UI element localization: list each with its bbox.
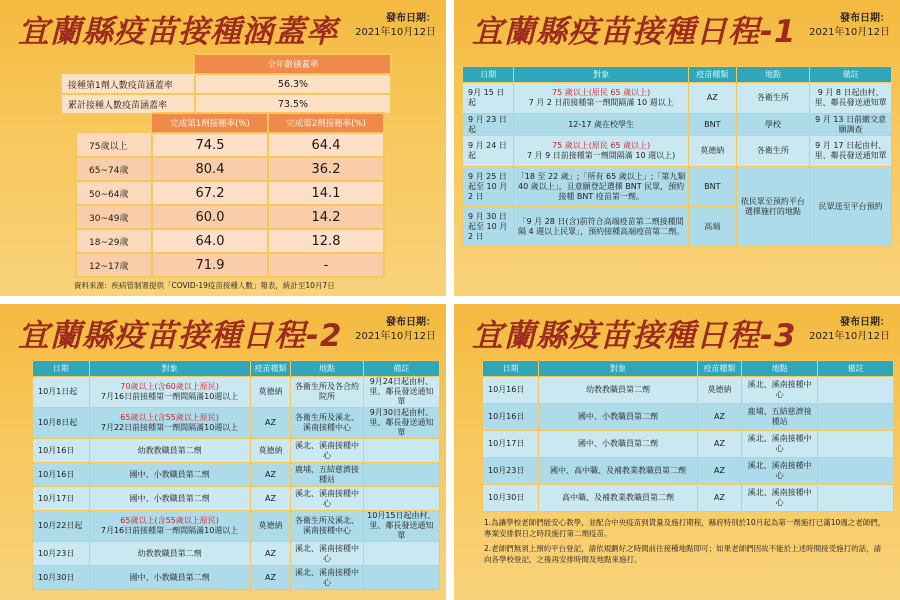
row-value: 56.3% [195, 74, 391, 94]
publish-date: 2021年10月12日 [809, 330, 890, 342]
date-cell: 10月17日 [483, 431, 539, 458]
dose2-rate: 14.2 [268, 205, 384, 229]
vaccine-cell: 莫德納 [689, 136, 737, 167]
column-header: 備註 [363, 361, 439, 377]
target-cell [514, 136, 689, 167]
target-cell [89, 408, 250, 439]
vaccine-cell: 莫德納 [250, 511, 291, 542]
note-cell: 10月15日起由村、里、鄰長發送通知單 [363, 511, 439, 542]
dose2-rate: 36.2 [268, 157, 384, 181]
vaccine-cell: 高端 [689, 207, 737, 247]
date-cell: 10月1日起 [33, 377, 90, 408]
target-text: 7 月 2 日前接種第一劑間隔滿 10 週以上 [528, 98, 674, 107]
schedule-table [482, 360, 894, 512]
note-cell: 9 月 8 日起由村、里、鄰長發送通知單 [810, 83, 892, 114]
note-cell [363, 439, 439, 463]
note-cell: 9 月 13 日前繳交意願調查 [810, 114, 892, 136]
target-cell: 幼教教職員第二劑 [89, 542, 250, 566]
age-group: 65~74歲 [76, 157, 152, 181]
vaccine-cell: 莫德納 [250, 377, 291, 408]
date-cell: 9 月 23 日起 [463, 114, 514, 136]
column-header: 完成第2劑接種率(%) [268, 113, 384, 133]
place-cell: 溪北、溪南接種中心 [291, 566, 363, 590]
data-source: 資料來源：疾病管制署提供「COVID-19疫苗接種人數」報表，統計至10月7日 [74, 281, 335, 290]
target-text: 7月22日前接種第一劑間隔滿10週以上 [100, 423, 239, 432]
schedule-panel-1 [454, 0, 900, 296]
target-cell: 國中、小教職員第二劑 [89, 566, 250, 590]
coverage-header: 全年齡涵蓋率 [195, 54, 391, 74]
place-cell: 溪北、溪南接種中心 [742, 377, 818, 404]
vaccine-cell: AZ [697, 431, 741, 458]
note-cell [363, 566, 439, 590]
dose1-rate: 60.0 [152, 205, 268, 229]
note-cell [818, 404, 894, 431]
coverage-panel [0, 0, 446, 296]
place-cell: 各衛生所 [736, 136, 810, 167]
table-row [483, 458, 894, 485]
publish-date: 2021年10月12日 [355, 26, 436, 38]
dose2-rate: 14.1 [268, 181, 384, 205]
publish-info [355, 316, 436, 343]
table-row [463, 114, 892, 136]
note-paragraph: 2.老師們無須上預約平台登記，請依規劃好之時間前往接種地點即可；如果老師們因故不能於上述時間接受施打的話，請向各學校登記，之後再安排時間及地點來施打。 [484, 543, 882, 564]
panel-title: 宜蘭縣疫苗接種涵蓋率 [18, 14, 338, 50]
dose1-rate: 80.4 [152, 157, 268, 181]
column-header: 日期 [33, 361, 90, 377]
column-header: 備註 [818, 361, 894, 377]
panel-title: 宜蘭縣疫苗接種日程-1 [472, 14, 797, 50]
vaccine-cell: AZ [250, 542, 291, 566]
target-cell: 國中、高中職、及補教業教職員第二劑 [539, 458, 697, 485]
publish-info [355, 12, 436, 39]
target-highlight: 70歲以上(含60歲以上原民) [120, 382, 219, 391]
target-cell: 高中職、及補教業教職員第二劑 [539, 485, 697, 512]
column-header: 對象 [89, 361, 250, 377]
dose2-rate: - [268, 253, 384, 277]
place-cell: 鹿埔、五結慈濟接種站 [742, 404, 818, 431]
empty-cell [76, 113, 152, 133]
date-cell: 10月30日 [483, 485, 539, 512]
dose1-rate: 64.0 [152, 229, 268, 253]
table-row [463, 83, 892, 114]
vaccine-cell: 莫德納 [250, 439, 291, 463]
date-cell: 10月16日 [483, 377, 539, 404]
schedule-panel-3 [454, 304, 900, 600]
schedule-table [32, 360, 440, 590]
note-cell: 9 月 17 日起由村、里、鄰長發送通知單 [810, 136, 892, 167]
date-cell: 10月16日 [33, 439, 90, 463]
table-row [33, 408, 440, 439]
date-cell: 10月23日 [483, 458, 539, 485]
target-highlight: 65歲以上(含55歲以上原民) [120, 516, 219, 525]
table-row [61, 74, 391, 94]
dose2-rate: 64.4 [268, 133, 384, 157]
target-text: 7月16日前接種第一劑間隔滿10週以上 [100, 526, 239, 535]
target-cell: 國中、小教職員第二劑 [89, 487, 250, 511]
column-header: 備註 [810, 67, 892, 83]
column-header: 對象 [514, 67, 689, 83]
publish-label: 發布日期： [840, 13, 890, 24]
publish-label: 發布日期： [840, 317, 890, 328]
table-row [33, 511, 440, 542]
vaccine-cell: AZ [697, 485, 741, 512]
table-row [76, 133, 384, 157]
note-cell [363, 542, 439, 566]
table-row [76, 157, 384, 181]
coverage-table [60, 53, 392, 115]
panel-title: 宜蘭縣疫苗接種日程-2 [18, 318, 343, 354]
target-highlight: 65歲以上(含55歲以上原民) [120, 413, 219, 422]
column-header: 疫苗種類 [697, 361, 741, 377]
note-cell [818, 458, 894, 485]
vaccine-cell: 莫德納 [697, 377, 741, 404]
place-cell: 溪北、溪南接種中心 [742, 485, 818, 512]
row-label: 接種第1劑人數疫苗涵蓋率 [61, 74, 195, 94]
vaccine-cell: AZ [250, 566, 291, 590]
date-cell: 10月17日 [33, 487, 90, 511]
vaccine-cell: AZ [689, 83, 737, 114]
publish-info [809, 12, 890, 39]
panel-title: 宜蘭縣疫苗接種日程-3 [472, 318, 797, 354]
place-cell: 鹿埔、五結慈濟接種站 [291, 463, 363, 487]
target-cell: 國中、小教職員第二劑 [89, 463, 250, 487]
note-cell [363, 463, 439, 487]
target-cell: 國中、小教職員第二劑 [539, 404, 697, 431]
vaccine-cell: BNT [689, 114, 737, 136]
target-highlight: 75 歲以上(原民 65 歲以上) [551, 88, 651, 97]
date-cell: 10月22日起 [33, 511, 90, 542]
target-cell: 「9 月 28 日(含)前符合高端疫苗第二劑接種間隔 4 週以上民眾」，預約接種高端疫苗第二劑。 [514, 207, 689, 247]
column-header: 日期 [463, 67, 514, 83]
publish-date: 2021年10月12日 [809, 26, 890, 38]
vaccine-cell: AZ [250, 487, 291, 511]
place-cell: 溪北、溪南接種中心 [742, 431, 818, 458]
table-row [33, 542, 440, 566]
table-row [76, 205, 384, 229]
date-cell: 10月8日起 [33, 408, 90, 439]
table-row [483, 377, 894, 404]
age-coverage-table [75, 112, 385, 278]
note-cell [818, 431, 894, 458]
target-cell: 國中、小教職員第二劑 [539, 431, 697, 458]
notes-block [484, 518, 886, 570]
target-cell: 「18 至 22 歲」;「所有 65 歲以上」;「第九類 40 歲以上」，且意願登記選擇 BNT 民眾，預約接種 BNT 疫苗第一劑。 [514, 167, 689, 207]
place-cell: 各衛生所及溪北、溪南接種中心 [291, 511, 363, 542]
publish-date: 2021年10月12日 [355, 330, 436, 342]
note-cell: 9月30日起由村、里、鄰長發送通知單 [363, 408, 439, 439]
table-row [33, 487, 440, 511]
note-cell: 9月24日起由村、里、鄰長發送通知單 [363, 377, 439, 408]
table-row [483, 485, 894, 512]
publish-label: 發布日期： [386, 13, 436, 24]
column-header: 地點 [742, 361, 818, 377]
dose1-rate: 74.5 [152, 133, 268, 157]
table-row [33, 566, 440, 590]
table-row [33, 439, 440, 463]
age-group: 12~17歲 [76, 253, 152, 277]
vaccine-cell: AZ [250, 463, 291, 487]
target-cell: 幼教教職員第二劑 [89, 439, 250, 463]
target-highlight: 75 歲以上(原民 65 歲以上) [551, 141, 651, 150]
place-cell: 溪北、溪南接種中心 [742, 458, 818, 485]
schedule-panel-2 [0, 304, 446, 600]
note-cell [363, 487, 439, 511]
dose1-rate: 67.2 [152, 181, 268, 205]
publish-label: 發布日期： [386, 317, 436, 328]
column-header: 地點 [736, 67, 810, 83]
table-row [463, 167, 892, 207]
date-cell: 10月30日 [33, 566, 90, 590]
dose2-rate: 12.8 [268, 229, 384, 253]
column-header: 疫苗種類 [250, 361, 291, 377]
column-header: 疫苗種類 [689, 67, 737, 83]
place-cell: 學校 [736, 114, 810, 136]
note-cell: 民眾逕至平台預約 [810, 167, 892, 247]
table-row [61, 94, 391, 114]
column-header: 地點 [291, 361, 363, 377]
date-cell: 10月23日 [33, 542, 90, 566]
date-cell: 10月16日 [483, 404, 539, 431]
age-group: 50~64歲 [76, 181, 152, 205]
date-cell: 9 月 24 日起 [463, 136, 514, 167]
date-cell: 9 月 30 日起至 10 月 2 日 [463, 207, 514, 247]
place-cell: 溪北、溪南接種中心 [291, 439, 363, 463]
schedule-table [462, 66, 892, 247]
target-text: 7 月 9 日前接種第一劑間隔滿 10 週以上) [527, 151, 676, 160]
table-row [33, 463, 440, 487]
date-cell: 10月16日 [33, 463, 90, 487]
publish-info [809, 316, 890, 343]
note-cell [818, 377, 894, 404]
table-row [76, 229, 384, 253]
place-cell: 各衛生所及各合約院所 [291, 377, 363, 408]
target-cell: 12-17 歲在校學生 [514, 114, 689, 136]
age-group: 75歲以上 [76, 133, 152, 157]
row-value: 73.5% [195, 94, 391, 114]
column-header: 對象 [539, 361, 697, 377]
date-cell: 9月 15 日起 [463, 83, 514, 114]
place-cell: 溪北、溪南接種中心 [291, 487, 363, 511]
table-row [33, 377, 440, 408]
place-cell: 各衛生所 [736, 83, 810, 114]
target-cell [89, 377, 250, 408]
note-cell [818, 485, 894, 512]
target-cell [514, 83, 689, 114]
vaccine-cell: AZ [697, 404, 741, 431]
target-text: 7月16日前接種第一劑間隔滿10週以上 [100, 392, 239, 401]
row-label: 累計接種人數疫苗涵蓋率 [61, 94, 195, 114]
place-cell: 溪北、溪南接種中心 [291, 542, 363, 566]
target-cell: 幼教教職員第二劑 [539, 377, 697, 404]
table-row [483, 431, 894, 458]
vaccine-cell: AZ [250, 408, 291, 439]
empty-cell [61, 54, 195, 74]
note-paragraph: 1.為讓學校老師們能安心教學，並配合中央疫苗到貨量及施打期程，縣府特別於10月起為第一劑施打已滿10週之老師們，專案安排假日之時段施打第二劑疫苗。 [484, 518, 886, 538]
place-cell: 依民眾至預約平台選擇施打的地點 [736, 167, 810, 247]
table-row [463, 136, 892, 167]
table-row [76, 253, 384, 277]
table-row [483, 404, 894, 431]
vaccine-cell: BNT [689, 167, 737, 207]
age-group: 30~49歲 [76, 205, 152, 229]
date-cell: 9 月 25 日起至 10 月 2 日 [463, 167, 514, 207]
vaccine-cell: AZ [697, 458, 741, 485]
column-header: 完成第1劑接種率(%) [152, 113, 268, 133]
dose1-rate: 71.9 [152, 253, 268, 277]
column-header: 日期 [483, 361, 539, 377]
target-cell [89, 511, 250, 542]
table-row [76, 181, 384, 205]
age-group: 18~29歲 [76, 229, 152, 253]
place-cell: 各衛生所及溪北、溪南接種中心 [291, 408, 363, 439]
